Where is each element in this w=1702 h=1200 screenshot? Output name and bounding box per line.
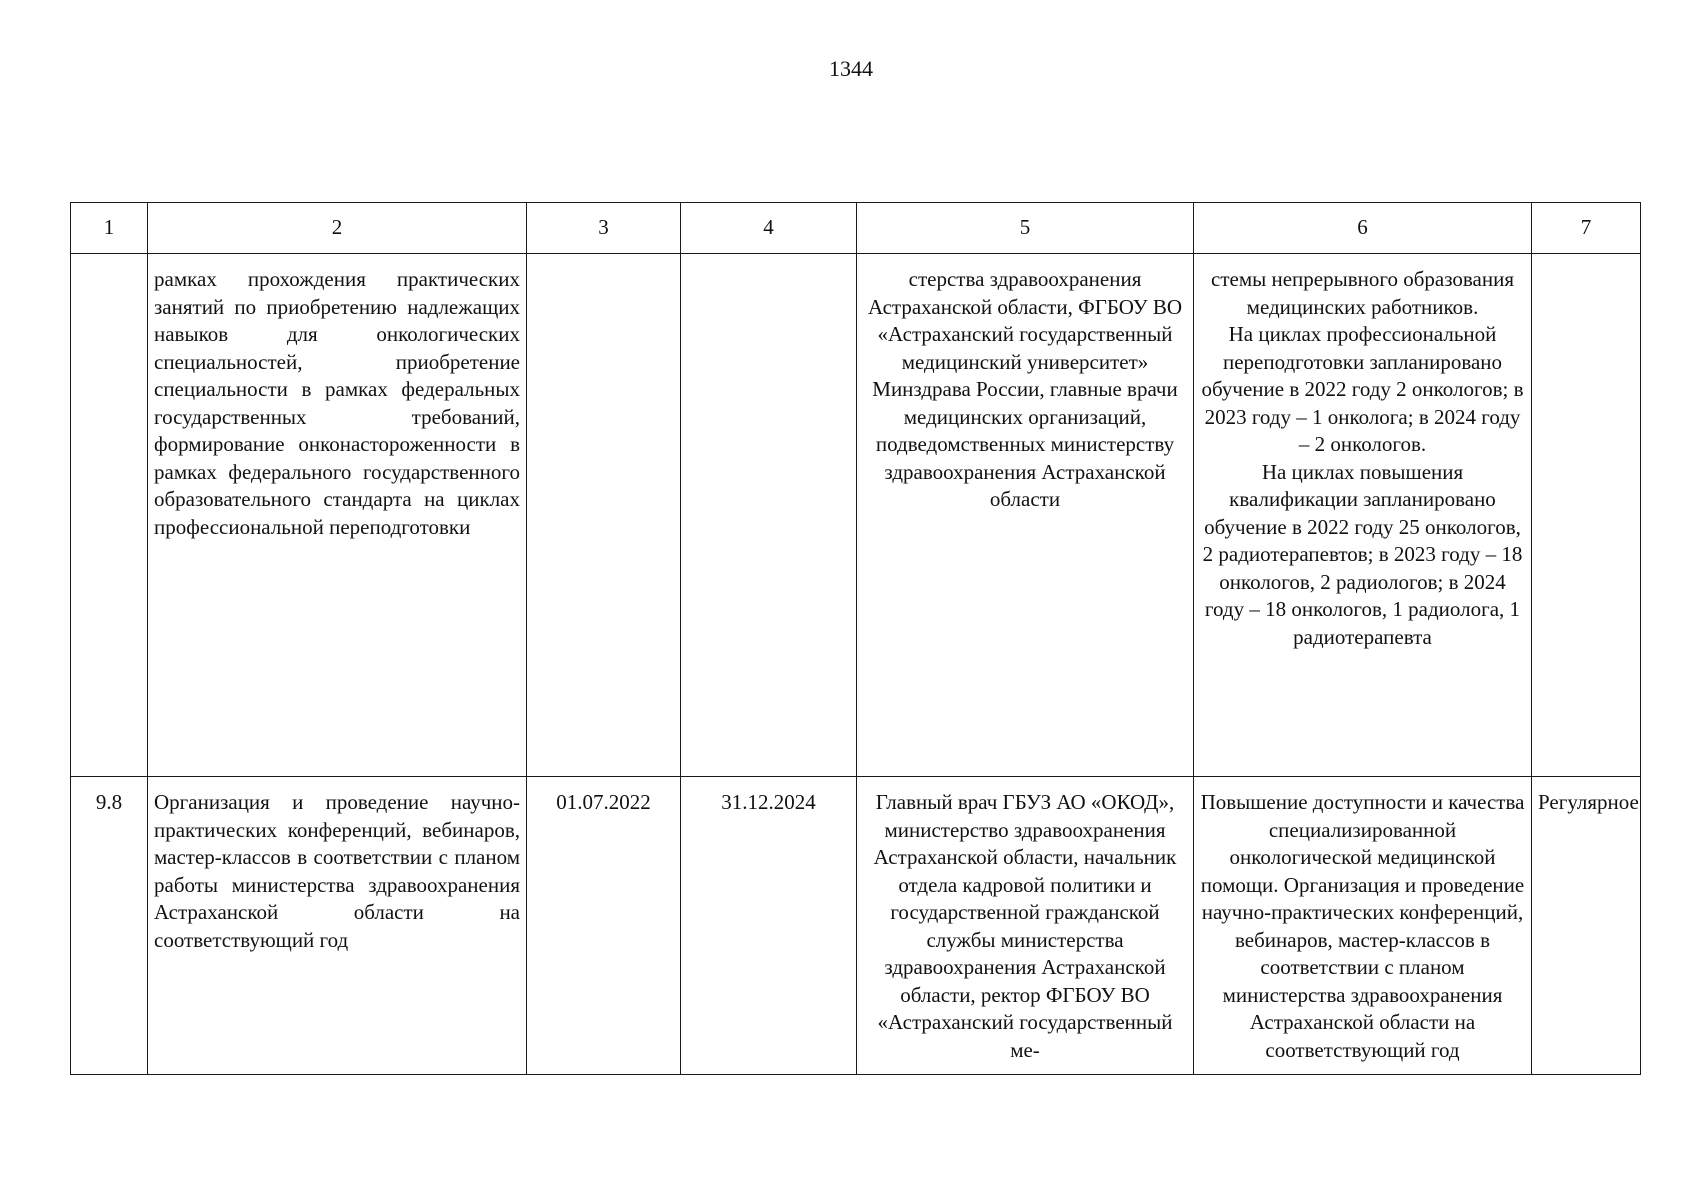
start-date xyxy=(527,254,680,276)
result-text: Повышение доступности и качества специализированной онкологической медицинской помощи. Организация и проведение научно-практических конференций, вебинаров, мастер-классов в соответствии с планом министерства здравоохранения Астраханской области на соответствующий год xyxy=(1200,790,1525,1062)
result-text xyxy=(1194,254,1531,661)
result-paragraph: На циклах повышения квалификации запланировано обучение в 2022 году 25 онкологов, 2 радиотерапевтов; в 2023 году – 18 онкологов, 2 радиологов; в 2024 году – 18 онкологов, 1 радиолога, 1 радиотерапевта xyxy=(1202,459,1523,649)
row-number: 9.8 xyxy=(95,790,123,814)
responsible-text: Главный врач ГБУЗ АО «ОКОД», министерство здравоохранения Астраханской области, начальник отдела кадровой политики и государственной гражданской службы министерства здравоохранения Астраханской области, ректор ФГБОУ ВО «Астраханский государственный ме- xyxy=(873,790,1177,1062)
end-date xyxy=(681,254,856,276)
header-col-5: 5 xyxy=(857,203,1194,254)
cell-responsible xyxy=(857,254,1194,777)
cell-activity xyxy=(148,254,527,777)
activity-text: Организация и проведение научно-практических конференций, вебинаров, мастер-классов в соответствии с планом работы министерства здравоохранения Астраханской области на соответствующий год xyxy=(154,790,520,952)
start-date: 01.07.2022 xyxy=(556,790,651,814)
cell-activity xyxy=(148,777,527,1075)
header-col-6: 6 xyxy=(1194,203,1532,254)
result-paragraph: На циклах профессиональной переподготовки запланировано обучение в 2022 году 2 онкологов; в 2023 году – 1 онколога; в 2024 году – 2 онкологов. xyxy=(1201,322,1524,456)
end-date: 31.12.2024 xyxy=(721,790,816,814)
periodicity-text: Регулярное xyxy=(1538,790,1639,814)
cell-periodicity xyxy=(1532,777,1641,1075)
cell-periodicity xyxy=(1532,254,1641,777)
header-col-3: 3 xyxy=(527,203,681,254)
header-col-2: 2 xyxy=(148,203,527,254)
header-col-1: 1 xyxy=(71,203,148,254)
cell-result xyxy=(1194,777,1532,1075)
cell-start-date xyxy=(527,777,681,1075)
page-number: 1344 xyxy=(829,56,873,81)
periodicity-text xyxy=(1532,254,1640,276)
header-row xyxy=(71,203,1641,254)
cell-start-date xyxy=(527,254,681,777)
cell-end-date xyxy=(681,254,857,777)
table-row xyxy=(71,254,1641,777)
header-col-4: 4 xyxy=(681,203,857,254)
responsible-text: стерства здравоохранения Астраханской области, ФГБОУ ВО «Астраханский государственный медицинский университет» Минздрава России, главные врачи медицинских организаций, подведомственных министерству здравоохранения Астраханской области xyxy=(867,267,1183,511)
activity-text: рамках прохождения практических занятий по приобретению надлежащих навыков для онкологических специальностей, приобретение специальности в рамках федеральных государственных требований, формирование онконастороженности в рамках федерального государственного образовательного стандарта на циклах профессиональной переподготовки xyxy=(154,267,520,539)
cell-end-date xyxy=(681,777,857,1075)
header-col-7: 7 xyxy=(1532,203,1641,254)
cell-number xyxy=(71,777,148,1075)
cell-responsible xyxy=(857,777,1194,1075)
cell-result xyxy=(1194,254,1532,777)
plan-table xyxy=(70,202,1641,1075)
table-row xyxy=(71,777,1641,1075)
row-number xyxy=(71,254,147,266)
cell-number xyxy=(71,254,148,777)
result-paragraph: стемы непрерывного образования медицинских работников. xyxy=(1211,267,1514,319)
